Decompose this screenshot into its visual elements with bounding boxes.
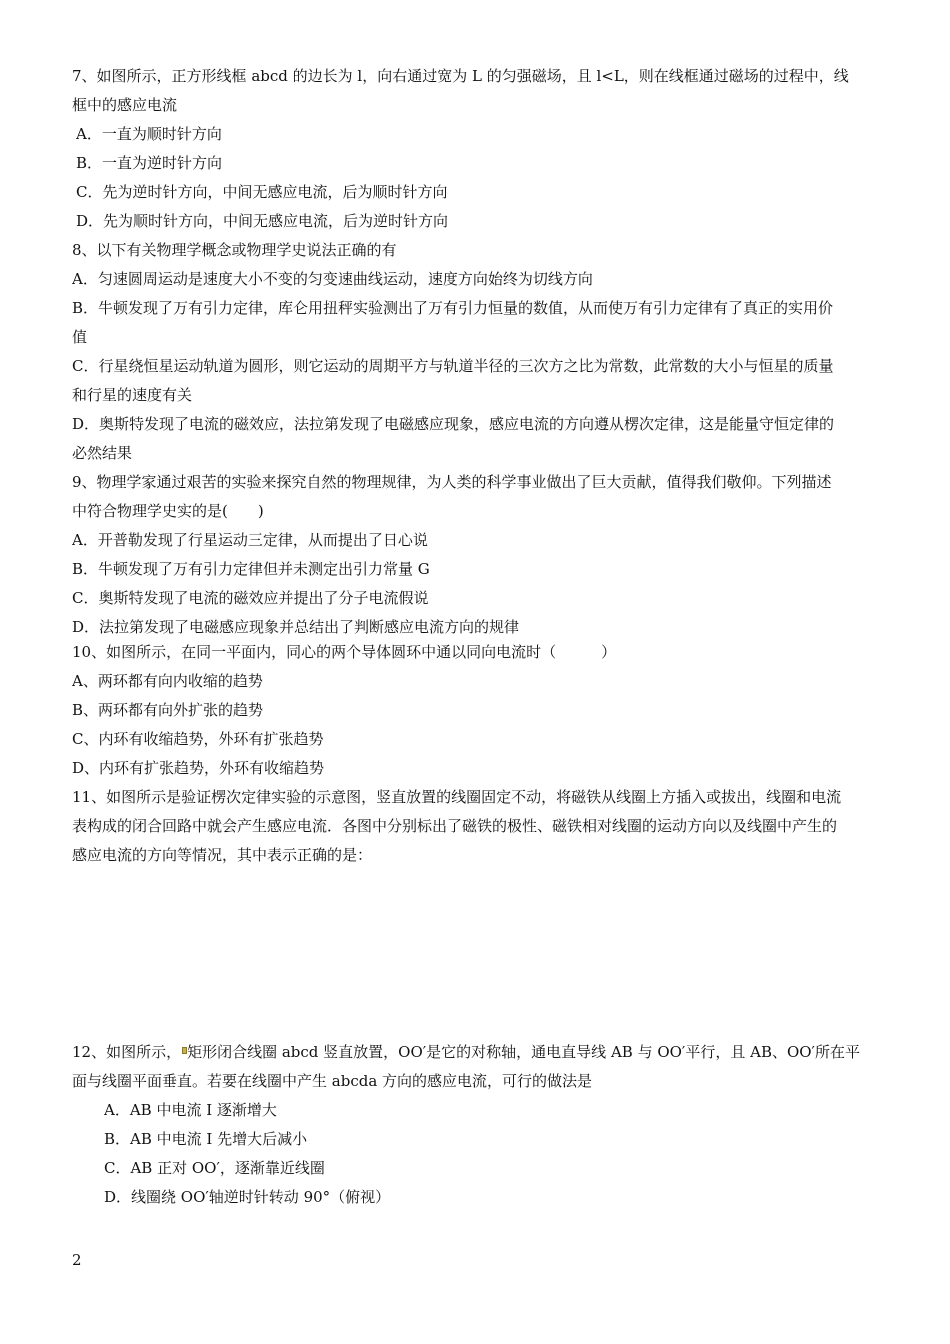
q7-option-a: A．一直为顺时针方向 — [76, 125, 222, 143]
q10-option-a: A、两环都有向内收缩的趋势 — [72, 672, 263, 690]
q12-stem-line2: 面与线圈平面垂直。若要在线圈中产生 abcda 方向的感应电流，可行的做法是 — [72, 1072, 593, 1090]
q8-option-b-line2: 值 — [72, 328, 88, 346]
q9-stem-line1: 9、物理学家通过艰苦的实验来探究自然的物理规律，为人类的科学事业做出了巨大贡献，值得我们敬仰。下列描述 — [72, 473, 832, 491]
q12-option-d: D．线圈绕 OO′轴逆时针转动 90°（俯视） — [104, 1188, 391, 1206]
q11-stem-line3: 感应电流的方向等情况，其中表示正确的是： — [72, 846, 373, 864]
page-number: 2 — [72, 1251, 82, 1269]
q8-option-a: A．匀速圆周运动是速度大小不变的匀变速曲线运动，速度方向始终为切线方向 — [72, 270, 593, 288]
q7-option-d: D．先为顺时针方向，中间无感应电流，后为逆时针方向 — [76, 212, 449, 230]
q12-stem-line1 — [72, 1038, 882, 1067]
q12-option-a: A．AB 中电流 I 逐渐增大 — [104, 1101, 277, 1119]
q9-option-c: C．奥斯特发现了电流的磁效应并提出了分子电流假说 — [72, 589, 429, 607]
q12-option-b: B．AB 中电流 I 先增大后减小 — [104, 1130, 308, 1148]
q9-option-a: A．开普勒发现了行星运动三定律，从而提出了日心说 — [72, 531, 428, 549]
q11-figure-area — [72, 872, 882, 1032]
q10-stem: 10、如图所示，在同一平面内，同心的两个导体圆环中通以同向电流时（ ） — [72, 643, 617, 661]
q7-stem-line2: 框中的感应电流 — [72, 96, 178, 114]
q11-stem-line2: 表构成的闭合回路中就会产生感应电流．各图中分别标出了磁铁的极性、磁铁相对线圈的运动方向以及线圈中产生的 — [72, 817, 838, 835]
q7-stem-line1: 7、如图所示，正方形线框 abcd 的边长为 l，向右通过宽为 L 的匀强磁场，且 l<L，则在线框通过磁场的过程中，线 — [72, 67, 849, 85]
q8-option-b-line1: B．牛顿发现了万有引力定律，库仑用扭秤实验测出了万有引力恒量的数值，从而使万有引力定律有了真正的实用价 — [72, 299, 834, 317]
q8-option-d-line1: D．奥斯特发现了电流的磁效应，法拉第发现了电磁感应现象，感应电流的方向遵从楞次定律，这是能量守恒定律的 — [72, 415, 835, 433]
q7-option-c: C．先为逆时针方向，中间无感应电流，后为顺时针方向 — [76, 183, 448, 201]
q8-option-d-line2: 必然结果 — [72, 444, 133, 462]
q8-option-c-line2: 和行星的速度有关 — [72, 386, 193, 404]
q10-option-d: D、内环有扩张趋势，外环有收缩趋势 — [72, 759, 325, 777]
q12-stem-rest: 矩形闭合线圈 abcd 竖直放置，OO′是它的对称轴，通电直导线 AB 与 OO′平行，且 AB、OO′所在平 — [187, 1043, 860, 1061]
figure-anchor-icon — [182, 1047, 187, 1054]
q10-option-c: C、内环有收缩趋势，外环有扩张趋势 — [72, 730, 324, 748]
q10-option-b: B、两环都有向外扩张的趋势 — [72, 701, 264, 719]
q8-option-c-line1: C．行星绕恒星运动轨道为圆形，则它运动的周期平方与轨道半径的三次方之比为常数，此常数的大小与恒星的质量 — [72, 357, 834, 375]
q9-stem-line2: 中符合物理学史实的是( ) — [72, 502, 264, 520]
q8-stem: 8、以下有关物理学概念或物理学史说法正确的有 — [72, 241, 397, 259]
q12-stem-prefix: 12、如图所示， — [72, 1043, 182, 1061]
q12-option-c: C．AB 正对 OO′，逐渐靠近线圈 — [104, 1159, 325, 1177]
q9-option-d: D．法拉第发现了电磁感应现象并总结出了判断感应电流方向的规律 — [72, 618, 520, 636]
q9-option-b: B．牛顿发现了万有引力定律但并未测定出引力常量 G — [72, 560, 430, 578]
q7-option-b: B．一直为逆时针方向 — [76, 154, 223, 172]
q11-stem-line1: 11、如图所示是验证楞次定律实验的示意图，竖直放置的线圈固定不动，将磁铁从线圈上方插入或拔出，线圈和电流 — [72, 788, 842, 806]
